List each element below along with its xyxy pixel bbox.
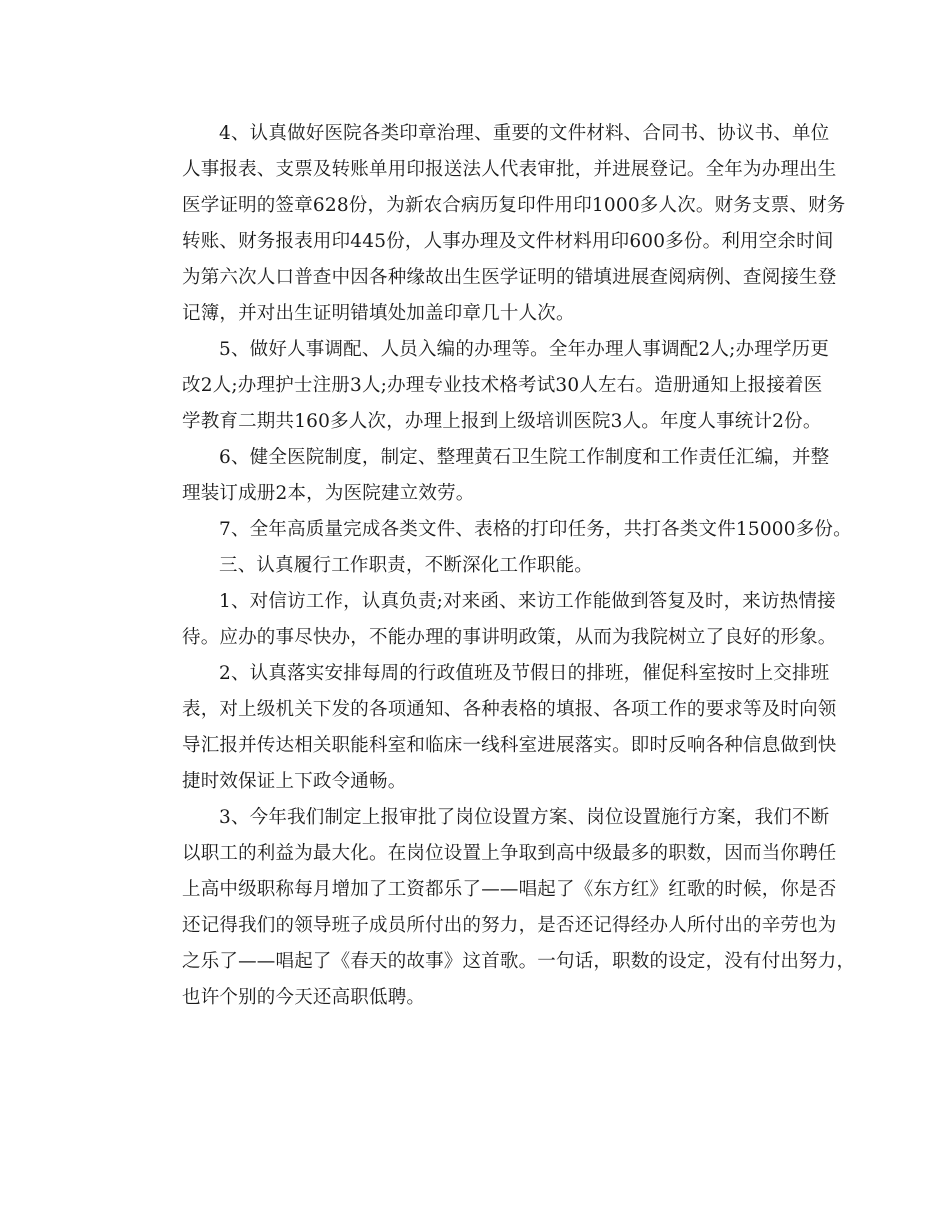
- text-line: 转账、财务报表用印445份，人事办理及文件材料用印600多份。利用空余时间: [182, 231, 834, 252]
- paragraph-printing-tasks: [145, 512, 852, 548]
- text-line: 以职工的利益为最大化。在岗位设置上争取到高中级最多的职数，因而当你聘任: [182, 843, 837, 864]
- text-line: 5、做好人事调配、人员入编的办理等。全年办理人事调配2人;办理学历更: [219, 339, 830, 360]
- text-line: 7、全年高质量完成各类文件、表格的打印任务，共打各类文件15000多份。: [219, 519, 852, 540]
- text-line: 3、今年我们制定上报审批了岗位设置方案、岗位设置施行方案，我们不断: [219, 807, 830, 828]
- text-line: 医学证明的签章628份，为新农合病历复印件用印1000多人次。财务支票、财务: [182, 195, 846, 216]
- text-line: 改2人;办理护士注册3人;办理专业技术格考试30人左右。造册通知上报接着医: [182, 375, 823, 396]
- paragraph-petition-work: [145, 584, 837, 656]
- text-line: 也许个别的今天还高职低聘。: [182, 987, 426, 1008]
- text-line: 2、认真落实安排每周的行政值班及节假日的排班，催促科室按时上交排班: [219, 663, 830, 684]
- text-line: 4、认真做好医院各类印章治理、重要的文件材料、合同书、协议书、单位: [219, 123, 830, 144]
- text-line: 记簿，并对出生证明错填处加盖印章几十人次。: [182, 303, 575, 324]
- section-heading-duties: [145, 548, 810, 584]
- paragraph-duty-scheduling: [145, 656, 837, 800]
- text-line: 导汇报并传达相关职能科室和临床一线科室进展落实。即时反响各种信息做到快: [182, 735, 837, 756]
- text-line: 捷时效保证上下政令通畅。: [182, 771, 407, 792]
- text-line: 人事报表、支票及转账单用印报送法人代表审批，并进展登记。全年为办理出生: [182, 159, 837, 180]
- text-line: 学教育二期共160多人次，办理上报到上级培训医院3人。年度人事统计2份。: [182, 411, 822, 432]
- paragraph-personnel-transfer: [145, 332, 830, 440]
- text-line: 为第六次人口普查中因各种缘故出生医学证明的错填进展查阅病例、查阅接生登: [182, 267, 837, 288]
- text-line: 之乐了——唱起了《春天的故事》这首歌。一句话，职数的设定，没有付出努力，: [182, 951, 856, 972]
- text-line: 待。应办的事尽快办，不能办理的事讲明政策，从而为我院树立了良好的形象。: [182, 627, 837, 648]
- text-line: 还记得我们的领导班子成员所付出的努力，是否还记得经办人所付出的辛劳也为: [182, 915, 837, 936]
- text-line: 1、对信访工作，认真负责;对来函、来访工作能做到答复及时，来访热情接: [219, 591, 836, 612]
- paragraph-position-setup: [145, 800, 856, 1016]
- text-line: 表，对上级机关下发的各项通知、各种表格的填报、各项工作的要求等及时向领: [182, 699, 837, 720]
- document-body: [145, 116, 856, 1016]
- paragraph-seal-management: [145, 116, 846, 332]
- paragraph-hospital-system: [145, 440, 830, 512]
- text-line: 理装订成册2本，为医院建立效劳。: [182, 483, 475, 504]
- text-line: 上高中级职称每月增加了工资都乐了——唱起了《东方红》红歌的时候，你是否: [182, 879, 837, 900]
- text-line: 6、健全医院制度，制定、整理黄石卫生院工作制度和工作责任汇编，并整: [219, 447, 830, 468]
- section-heading: 三、认真履行工作职责，不断深化工作职能。: [219, 555, 594, 576]
